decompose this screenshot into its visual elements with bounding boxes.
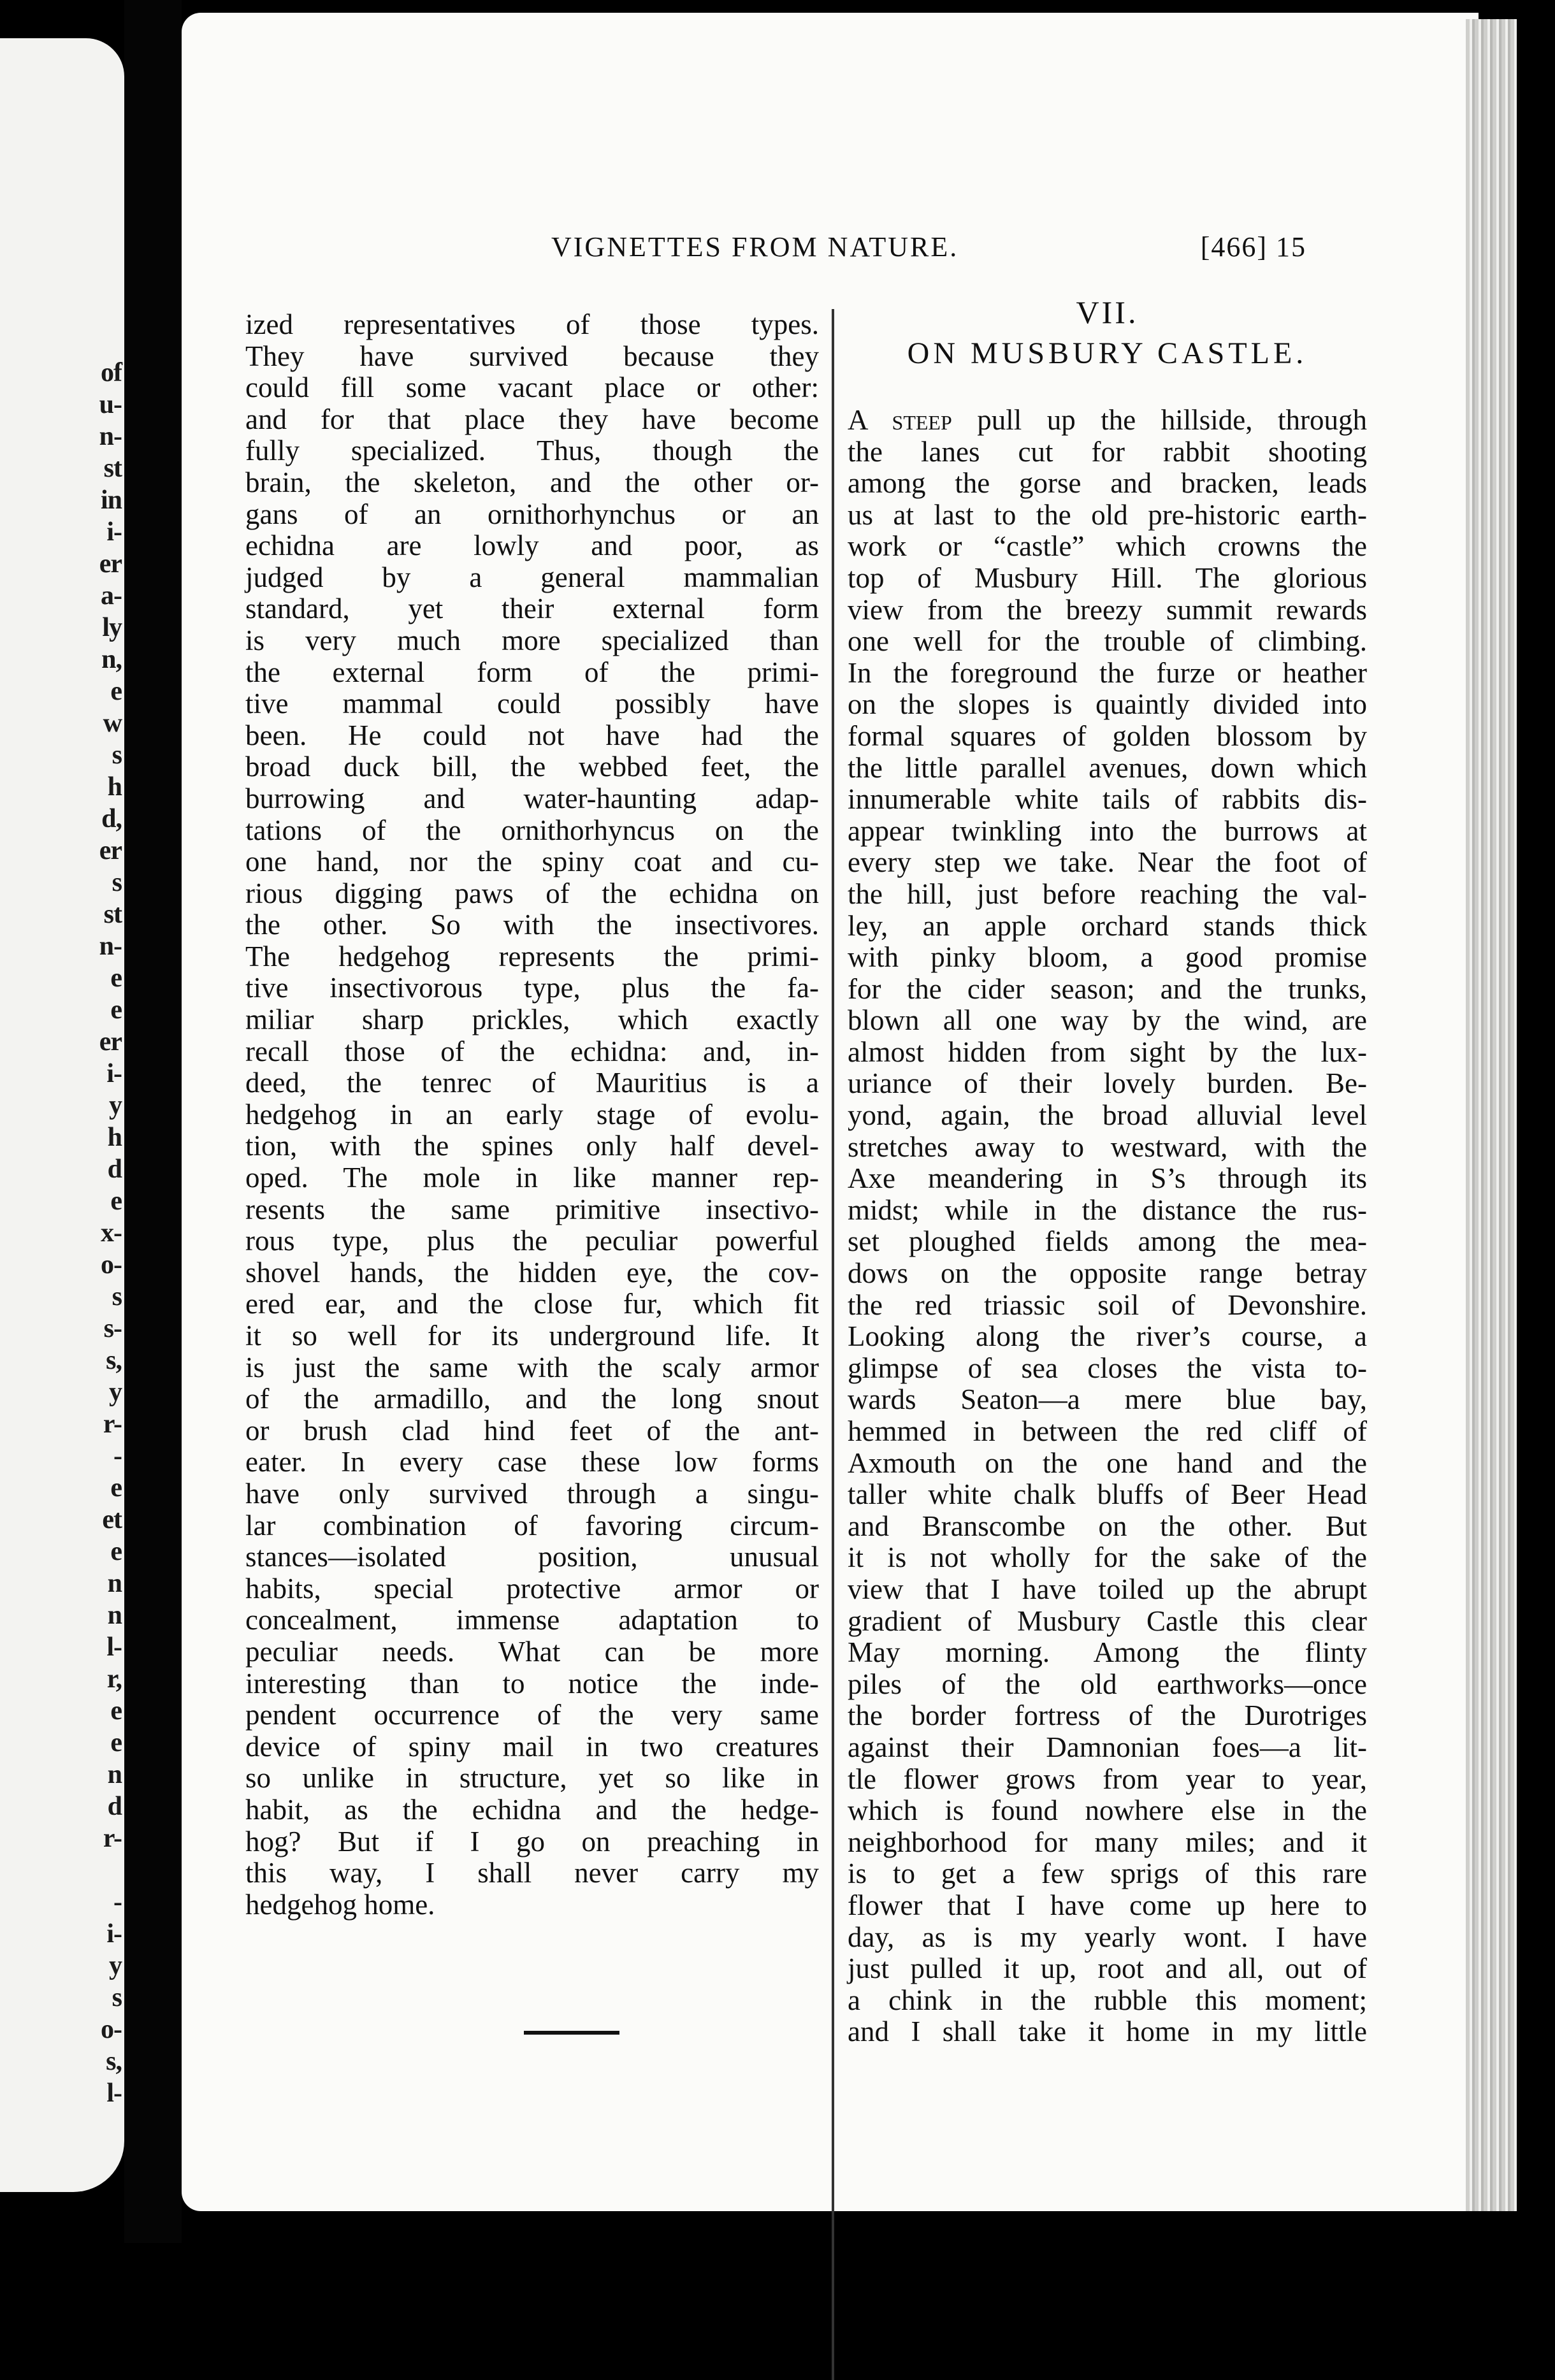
text-line: piles of the old earthworks—once — [848, 1668, 1367, 1700]
fragment-text: u- — [99, 390, 122, 419]
text-line: and for that place they have become — [245, 403, 819, 435]
text-line: so unlike in structure, yet so like in — [245, 1762, 819, 1794]
text-line: eater. In every case these low forms — [245, 1446, 819, 1478]
text-line: pendent occurrence of the very same — [245, 1699, 819, 1731]
fragment-text: n — [107, 1601, 122, 1630]
text-line: hemmed in between the red cliff of — [848, 1415, 1367, 1447]
text-line: echidna are lowly and poor, as — [245, 530, 819, 562]
text-line: or brush clad hind feet of the ant- — [245, 1414, 819, 1446]
fragment-text: n, — [101, 645, 122, 674]
fragment-text: h — [107, 772, 122, 802]
page-stack-edge — [1466, 19, 1517, 2211]
text-line: set ploughed fields among the mea- — [848, 1225, 1367, 1258]
fragment-text: r- — [103, 1824, 122, 1853]
fragment-text: i- — [106, 1059, 122, 1088]
fragment-text: e — [110, 1473, 122, 1503]
fragment-text: y — [109, 1091, 122, 1120]
fragment-text: i- — [106, 517, 122, 547]
text-line: tle flower grows from year to year, — [848, 1763, 1367, 1795]
text-line: midst; while in the distance the rus- — [848, 1194, 1367, 1226]
fragment-text: er — [99, 1027, 122, 1057]
text-line: Axe meandering in S’s through its — [848, 1162, 1367, 1195]
fragment-text: et — [102, 1505, 122, 1534]
text-line: judged by a general mammalian — [245, 561, 819, 593]
fragment-text: e — [110, 963, 122, 993]
running-head — [510, 231, 1338, 275]
fragment-text: ly — [102, 613, 122, 642]
fragment-text: d — [107, 1792, 122, 1821]
text-line: top of Musbury Hill. The glorious — [848, 561, 1367, 594]
text-line: wards Seaton—a mere blue bay, — [848, 1383, 1367, 1416]
fragment-text: n- — [99, 932, 122, 961]
text-line: the border fortress of the Durotriges — [848, 1699, 1367, 1732]
fragment-text: e — [110, 1186, 122, 1216]
text-line: neighborhood for many miles; and it — [848, 1826, 1367, 1858]
text-line: the little parallel avenues, down which — [848, 751, 1367, 784]
text-line: They have survived because they — [245, 340, 819, 372]
text-line: innumerable white tails of rabbits dis- — [848, 783, 1367, 816]
text-line: habit, as the echidna and the hedge- — [245, 1793, 819, 1826]
fragment-text: e — [110, 1696, 122, 1726]
fragment-text: l- — [106, 2079, 122, 2108]
text-line: brain, the skeleton, and the other or- — [245, 466, 819, 498]
text-line: us at last to the old pre-historic earth- — [848, 498, 1367, 531]
text-line: among the gorse and bracken, leads — [848, 467, 1367, 500]
text-line: the other. So with the insectivores. — [245, 909, 819, 941]
text-line: uriance of their lovely burden. Be- — [848, 1067, 1367, 1100]
fragment-text: s — [112, 740, 122, 770]
text-line: on the slopes is quaintly divided into — [848, 688, 1367, 721]
text-line: one well for the trouble of climbing. — [848, 625, 1367, 658]
text-line: The hedgehog represents the primi- — [245, 940, 819, 972]
fragment-text: n — [107, 1760, 122, 1789]
text-line: view that I have toiled up the abrupt — [848, 1573, 1367, 1605]
text-line: deed, the tenrec of Mauritius is a — [245, 1067, 819, 1099]
fragment-text: e — [110, 995, 122, 1025]
fragment-text: er — [99, 549, 122, 579]
fragment-text: h — [107, 1123, 122, 1152]
fragment-text: e — [110, 677, 122, 706]
text-line: a chink in the rubble this moment; — [848, 1984, 1367, 2016]
fragment-text: r- — [103, 1410, 122, 1439]
page-number: [466] 15 — [1200, 231, 1306, 263]
fragment-text: i- — [106, 1919, 122, 1949]
text-line: interesting than to notice the inde- — [245, 1667, 819, 1699]
fragment-text: - — [113, 1441, 122, 1471]
column-rule — [832, 309, 834, 2380]
text-line: and I shall take it home in my little — [848, 2016, 1367, 2048]
text-line: view from the breezy summit rewards — [848, 593, 1367, 626]
text-line: every step we take. Near the foot of — [848, 846, 1367, 879]
section-title: ON MUSBURY CASTLE. — [907, 336, 1308, 370]
text-line: burrowing and water-haunting adap- — [245, 782, 819, 814]
text-line: tive mammal could possibly have — [245, 688, 819, 720]
text-line: and Branscombe on the other. But — [848, 1510, 1367, 1542]
text-line: tations of the ornithorhyncus on the — [245, 814, 819, 846]
fragment-text: l- — [106, 1633, 122, 1662]
previous-page-text-fragments — [26, 357, 122, 2109]
text-line: ered ear, and the close fur, which fit — [245, 1288, 819, 1320]
text-line: appear twinkling into the burrows at — [848, 814, 1367, 847]
text-line: lar combination of favoring circum- — [245, 1509, 819, 1541]
text-line: could fill some vacant place or other: — [245, 371, 819, 404]
text-line: gans of an ornithorhynchus or an — [245, 498, 819, 530]
text-line: against their Damnonian foes—a lit- — [848, 1731, 1367, 1763]
text-line: rous type, plus the peculiar powerful — [245, 1225, 819, 1257]
text-line: is to get a few sprigs of this rare — [848, 1857, 1367, 1890]
fragment-text — [26, 1854, 122, 1886]
text-line: A steep pull up the hillside, through — [848, 404, 1368, 436]
opening-small-caps: steep — [892, 404, 952, 436]
text-line: which is found nowhere else in the — [848, 1794, 1367, 1827]
fragment-text: y — [109, 1378, 122, 1407]
fragment-text: s- — [103, 1314, 122, 1343]
text-line: is just the same with the scaly armor — [245, 1351, 819, 1383]
text-line: recall those of the echidna: and, in- — [245, 1035, 819, 1067]
book-gutter — [124, 0, 182, 2243]
section-number: VII. — [1076, 294, 1139, 330]
fragment-text: a- — [101, 581, 122, 610]
text-line: the external form of the primi- — [245, 656, 819, 688]
right-column-lines — [848, 405, 1367, 2048]
text-line: it so well for its underground life. It — [245, 1320, 819, 1352]
running-title: VIGNETTES FROM NATURE. — [551, 231, 959, 263]
text-line: with pinky bloom, a good promise — [848, 941, 1367, 974]
fragment-text: d, — [101, 804, 122, 833]
text-line: peculiar needs. What can be more — [245, 1635, 819, 1668]
fragment-text: of — [101, 358, 122, 387]
text-line: broad duck bill, the webbed feet, the — [245, 751, 819, 783]
text-line: one hand, nor the spiny coat and cu- — [245, 846, 819, 878]
text-line: flower that I have come up here to — [848, 1889, 1367, 1921]
text-line: standard, yet their external form — [245, 593, 819, 625]
section-end-rule — [524, 2031, 619, 2035]
text-line: blown all one way by the wind, are — [848, 1004, 1367, 1037]
previous-page-edge — [0, 38, 124, 2192]
text-line: ized representatives of those types. — [245, 308, 819, 340]
text-line: habits, special protective armor or — [245, 1572, 819, 1605]
fragment-text: y — [109, 1951, 122, 1980]
text-line: of the armadillo, and the long snout — [245, 1383, 819, 1415]
fragment-text: e — [110, 1728, 122, 1757]
text-line: just pulled it up, root and all, out of — [848, 1952, 1367, 1985]
right-text-column — [848, 293, 1367, 2048]
fragment-text: st — [103, 454, 122, 483]
text-line: In the foreground the furze or heather — [848, 656, 1367, 689]
text-line: May morning. Among the flinty — [848, 1636, 1367, 1669]
fragment-text: s — [112, 868, 122, 897]
text-line: device of spiny mail in two creatures — [245, 1730, 819, 1763]
text-line: oped. The mole in like manner rep- — [245, 1162, 819, 1194]
text-line: Looking along the river’s course, a — [848, 1320, 1367, 1353]
text-line: concealment, immense adaptation to — [245, 1604, 819, 1636]
text-line: for the cider season; and the trunks, — [848, 972, 1367, 1005]
left-text-column — [245, 309, 819, 1921]
text-line: tion, with the spines only half devel- — [245, 1130, 819, 1162]
text-line: taller white chalk bluffs of Beer Head — [848, 1478, 1367, 1511]
text-line: miliar sharp prickles, which exactly — [245, 1004, 819, 1036]
text-line: day, as is my yearly wont. I have — [848, 1921, 1367, 1953]
text-line: dows on the opposite range betray — [848, 1257, 1367, 1290]
fragment-text: - — [113, 1887, 122, 1917]
fragment-text: s — [112, 1983, 122, 2012]
fragment-text: o- — [101, 1250, 122, 1280]
text-line: hog? But if I go on preaching in — [245, 1825, 819, 1857]
text-line: hedgehog in an early stage of evolu- — [245, 1098, 819, 1130]
text-line: almost hidden from sight by the lux- — [848, 1035, 1367, 1068]
text-line: fully specialized. Thus, though the — [245, 435, 819, 467]
text-line: rious digging paws of the echidna on — [245, 877, 819, 909]
fragment-text: er — [99, 836, 122, 865]
text-line: ley, an apple orchard stands thick — [848, 909, 1367, 942]
text-line: stances—isolated position, unusual — [245, 1541, 819, 1573]
text-line: Axmouth on the one hand and the — [848, 1446, 1367, 1479]
fragment-text: s, — [106, 1346, 122, 1375]
text-line: work or “castle” which crowns the — [848, 530, 1367, 563]
fragment-text: in — [100, 486, 122, 515]
text-line: stretches away to westward, with the — [848, 1130, 1367, 1163]
fragment-text: x- — [101, 1218, 122, 1248]
fragment-text: e — [110, 1537, 122, 1566]
text-line: the hill, just before reaching the val- — [848, 877, 1367, 910]
text-line: hedgehog home. — [245, 1888, 435, 1921]
text-line: formal squares of golden blossom by — [848, 719, 1367, 752]
fragment-text: st — [103, 900, 122, 929]
fragment-text: o- — [101, 2015, 122, 2044]
text-line: yond, again, the broad alluvial level — [848, 1099, 1367, 1132]
fragment-text: w — [103, 709, 122, 738]
text-line: glimpse of sea closes the vista to- — [848, 1352, 1367, 1384]
fragment-text: n — [107, 1569, 122, 1598]
text-line: been. He could not have had the — [245, 719, 819, 751]
text-line: gradient of Musbury Castle this clear — [848, 1605, 1367, 1637]
text-line: the red triassic soil of Devonshire. — [848, 1288, 1367, 1321]
text-line: is very much more specialized than — [245, 624, 819, 656]
text-line: have only survived through a singu- — [245, 1477, 819, 1510]
text-line: tive insectivorous type, plus the fa- — [245, 972, 819, 1004]
text-line: this way, I shall never carry my — [245, 1857, 819, 1889]
fragment-text: n- — [99, 422, 122, 451]
fragment-text: d — [107, 1155, 122, 1184]
text-line: the lanes cut for rabbit shooting — [848, 435, 1367, 468]
text-line: shovel hands, the hidden eye, the cov- — [245, 1256, 819, 1288]
fragment-text: r, — [106, 1664, 122, 1694]
fragment-text: s, — [106, 2047, 122, 2076]
text-line: it is not wholly for the sake of the — [848, 1541, 1367, 1574]
fragment-text: s — [112, 1282, 122, 1311]
text-line: resents the same primitive insectivo- — [245, 1193, 819, 1225]
